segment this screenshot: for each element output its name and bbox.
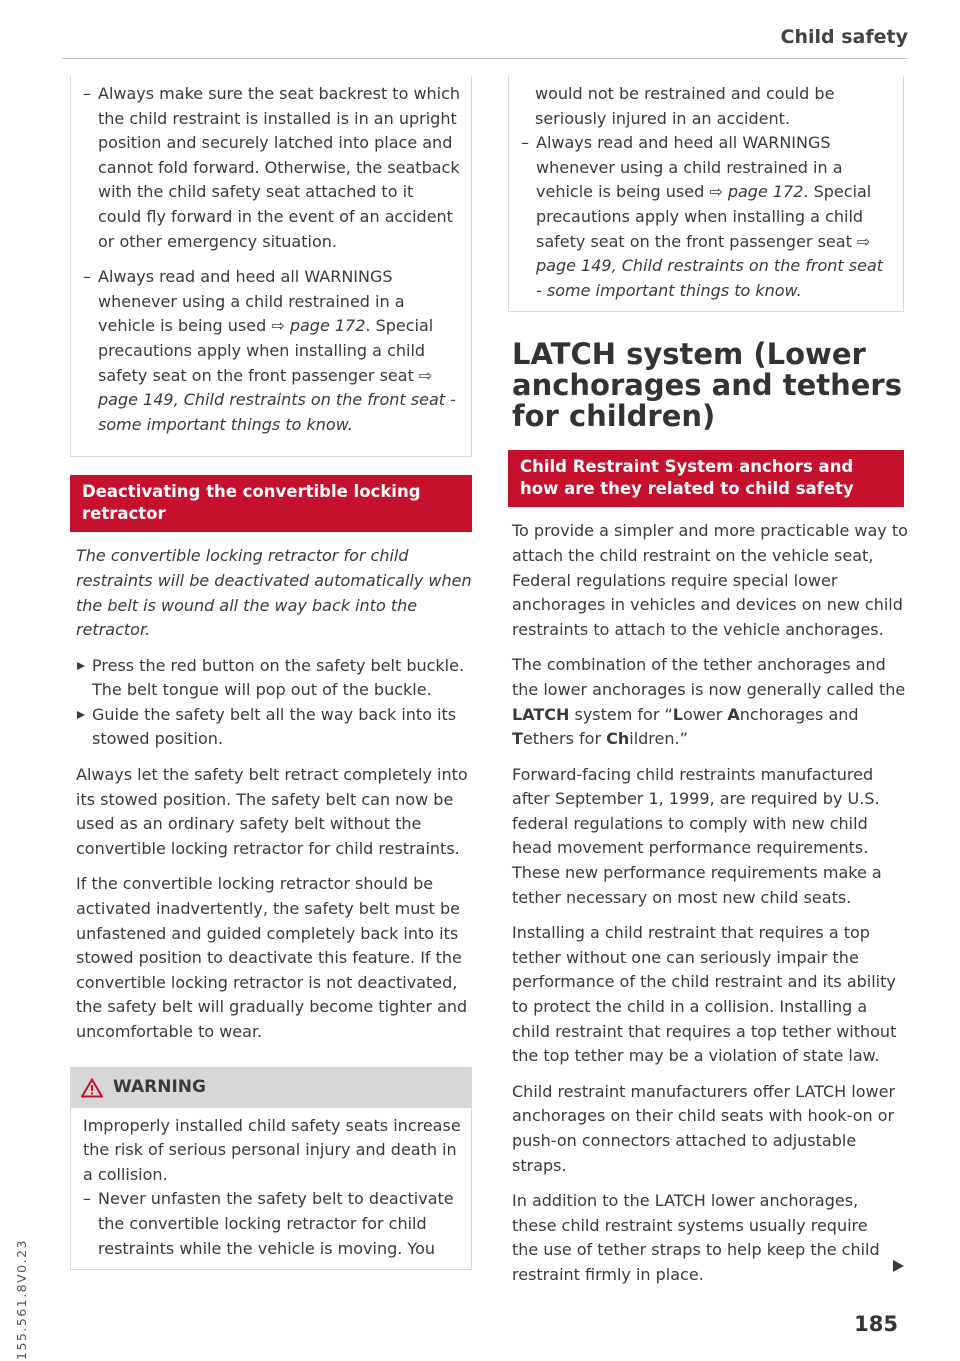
page-reference-link[interactable]: ⇨ page 149, Child restraints on the front seat - some important things to know. [536, 231, 884, 300]
paragraph: If the convertible locking retractor should be activated inadvertently, the safety belt must be unfastened and guided completely back into its stowed position to deactivate this feature. If the convertible locking retractor is not deactivated, the safety belt will gradually become tighter and uncomfortable to wear. [76, 874, 468, 1041]
continue-arrow-icon [893, 1260, 904, 1272]
body-text [512, 519, 908, 1287]
page-number: 185 [854, 1312, 898, 1336]
list-item: – Always make sure the seat backrest to which the child restraint is installed is in an upright position and securely latched into place and cannot fold forward. Otherwise, the seatback with the child safety seat attached to it could fly forward in the event of an accident or other emergency situation. [83, 82, 461, 254]
left-warning-continuation-box [70, 76, 472, 457]
warning-label: WARNING [113, 1077, 206, 1098]
list-item: – Always read and heed all WARNINGS whenever using a child restrained in a vehicle is being used ⇨ page 172. Special precautions apply when installing a child safety seat on the front passenger seat ⇨ page 149, Child restraints on the front seat - some important things to know. [83, 265, 461, 437]
warning-box [70, 1067, 472, 1271]
header-rule [62, 58, 908, 59]
step-item: Press the red button on the safety belt buckle. The belt tongue will pop out of the buckle. [76, 654, 478, 703]
paragraph: Child restraint manufacturers offer LATCH lower anchorages on their child seats with hook-on or push-on connectors attached to adjustable straps. [512, 1081, 896, 1175]
paragraph: would not be restrained and could be seriously injured in an accident. [535, 84, 835, 128]
paragraph: To provide a simpler and more practicable way to attach the child restraint on the vehicle seat, Federal regulations require special lower anchorages in vehicles and devices on new child restraints to attach to the vehicle anchorages. [512, 521, 908, 639]
page-reference-link[interactable]: ⇨ page 172 [271, 316, 366, 336]
paragraph: Always let the safety belt retract completely into its stowed position. The safety belt can now be used as an ordinary safety belt without the convertible locking retractor for child restraints. [76, 765, 468, 858]
paragraph: Installing a child restraint that requires a top tether without one can seriously impair the performance of the child restraint and its ability to protect the child in a collision. Installing a child restraint that requires a top tether without the top tether may be a violation of state law. [512, 923, 897, 1066]
list-item: – Always read and heed all WARNINGS whenever using a child restrained in a vehicle is being used ⇨ page 172. Special precautions apply when installing a child safety seat on the front passenger seat ⇨ page 149, Child restraints on the front seat - some important things to know. [521, 131, 893, 303]
page-heading-latch: LATCH system (Lower anchorages and tethers for children) [512, 337, 902, 434]
section-heading-deactivating: Deactivating the convertible locking retractor [70, 475, 472, 532]
warning-header [71, 1068, 471, 1108]
paragraph: Forward-facing child restraints manufactured after September 1, 1999, are required by U.S. federal regulations to comply with new child head movement performance requirements. These new performance requirements make a tether necessary on most new child seats. [512, 764, 882, 907]
page-reference-link[interactable]: ⇨ page 172 [709, 182, 804, 202]
paragraph: The combination of the tether anchorages and the lower anchorages is now generally called the LATCH system for “Lower Anchorages and Tethers for Children.” [512, 655, 906, 749]
list-item: – Never unfasten the safety belt to deactivate the convertible locking retractor for child restraints while the vehicle is moving. You [83, 1187, 461, 1261]
right-warning-continuation-box [508, 76, 904, 312]
warning-text: Improperly installed child safety seats increase the risk of serious personal injury and death in a collision. [83, 1115, 461, 1184]
step-item: Guide the safety belt all the way back into its stowed position. [76, 703, 478, 752]
left-column [76, 76, 478, 1270]
warning-body [71, 1108, 471, 1270]
section-heading-anchors: Child Restraint System anchors and how are they related to child safety [508, 450, 904, 507]
warning-triangle-icon [81, 1078, 103, 1098]
right-column [512, 76, 908, 1299]
section-title: Child safety [780, 26, 908, 48]
document-code: 155.561.8V0.23 [14, 1239, 29, 1360]
page-reference-link[interactable]: ⇨ page 149, Child restraints on the front seat - some important things to know. [98, 365, 456, 434]
paragraph: In addition to the LATCH lower anchorages, these child restraint systems usually require the use of tether straps to help keep the child restraint firmly in place. [512, 1191, 880, 1284]
intro-text: The convertible locking retractor for child restraints will be deactivated automatically when the belt is wound all the way back into the retractor. [76, 546, 472, 640]
